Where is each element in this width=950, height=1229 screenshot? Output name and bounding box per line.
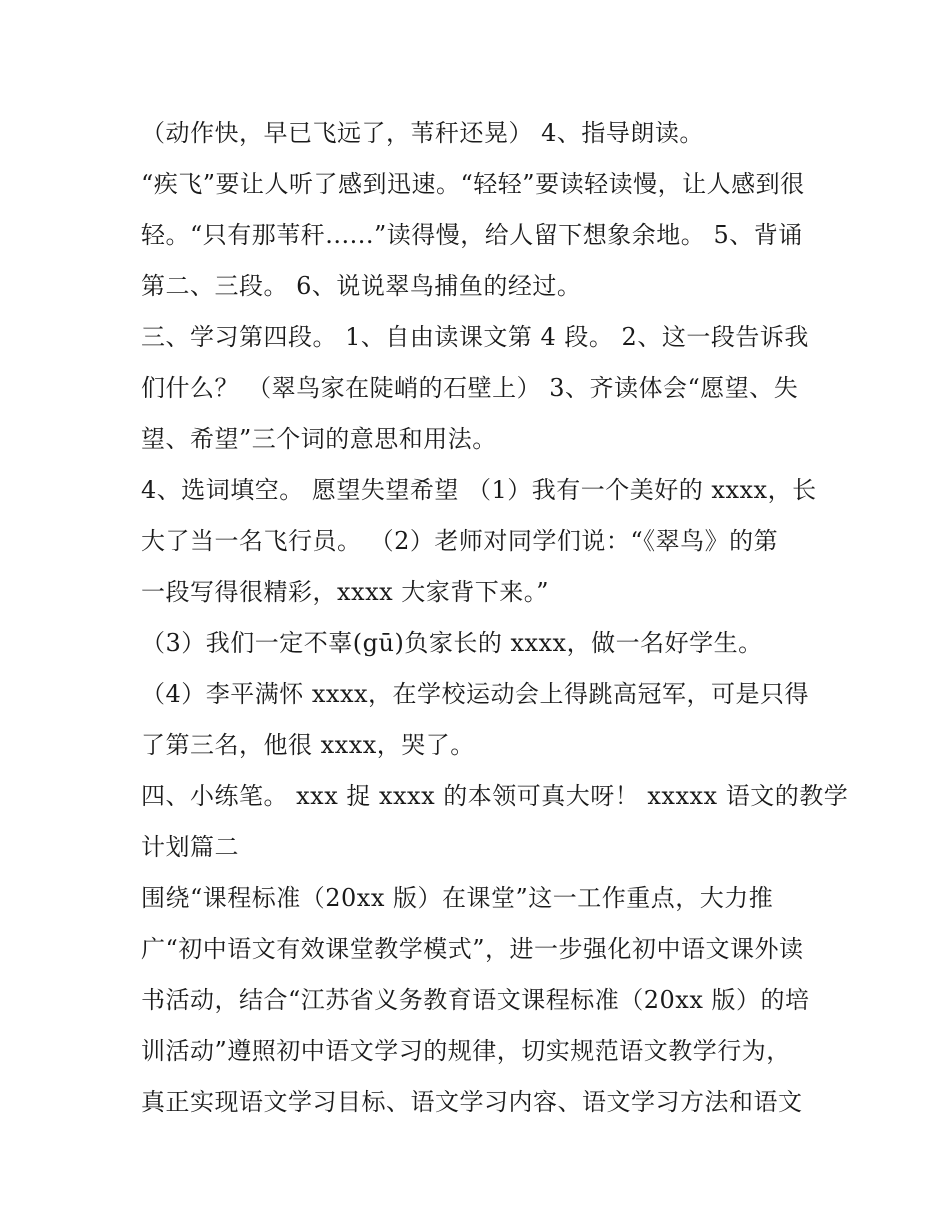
text-line: 三、学习第四段。 1、自由读课文第 4 段。 2、这一段告诉我 xyxy=(141,323,809,351)
text-line: 四、小练笔。 xxx 捉 xxxx 的本领可真大呀！ xxxxx 语文的教学 xyxy=(141,782,849,810)
text-line: 们什么？ （翠鸟家在陡峭的石壁上） 3、齐读体会“愿望、失 xyxy=(141,374,799,402)
text-line: 大了当一名飞行员。 （2）老师对同学们说：“《翠鸟》的第 xyxy=(141,527,779,555)
text-line: 第二、三段。 6、说说翠鸟捕鱼的经过。 xyxy=(141,272,582,300)
text-line: 望、希望”三个词的意思和用法。 xyxy=(141,425,497,453)
text-line: 训活动”遵照初中语文学习的规律，切实规范语文教学行为， xyxy=(141,1037,791,1065)
text-line: “疾飞”要让人听了感到迅速。“轻轻”要读轻读慢，让人感到很 xyxy=(141,170,805,198)
document-body xyxy=(141,108,849,1128)
text-line: （4）李平满怀 xxxx，在学校运动会上得跳高冠军，可是只得 xyxy=(141,680,810,708)
text-line: 计划篇二 xyxy=(141,833,239,861)
text-line: （动作快，早已飞远了，苇秆还晃） 4、指导朗读。 xyxy=(141,119,704,147)
text-line: 轻。“只有那苇秆......”读得慢，给人留下想象余地。 5、背诵 xyxy=(141,221,803,249)
text-line: （3）我们一定不辜(gū)负家长的 xxxx，做一名好学生。 xyxy=(141,629,763,657)
text-line: 围绕“课程标准（20xx 版）在课堂”这一工作重点，大力推 xyxy=(141,884,774,912)
text-line: 4、选词填空。 愿望失望希望 （1）我有一个美好的 xxxx，长 xyxy=(141,476,817,504)
text-line: 真正实现语文学习目标、语文学习内容、语文学习方法和语文 xyxy=(141,1088,803,1116)
text-line: 广“初中语文有效课堂教学模式”，进一步强化初中语文课外读 xyxy=(141,935,804,963)
text-line: 书活动，结合“江苏省义务教育语文课程标准（20xx 版）的培 xyxy=(141,986,810,1014)
text-line: 了第三名，他很 xxxx，哭了。 xyxy=(141,731,475,759)
text-line: 一段写得很精彩，xxxx 大家背下来。” xyxy=(141,578,550,606)
